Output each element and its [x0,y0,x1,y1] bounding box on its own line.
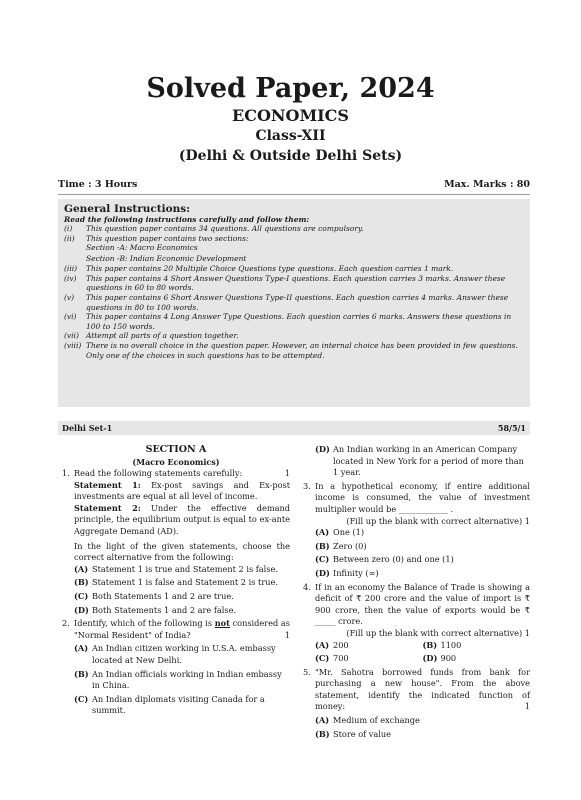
instruction-section-a: Section -A: Macro Economics [86,243,198,253]
option: (B) Zero (0) [315,540,367,551]
paper-title: Solved Paper, 2024 [146,73,435,104]
subject-title: ECONOMICS [232,106,349,125]
option: (D) Infinity (∞) [315,567,379,578]
question-2 [62,618,290,641]
option: (D) 900 [422,653,457,664]
question-5 [303,667,530,713]
option: (C) Between zero (0) and one (1) [315,554,454,565]
question-ask: In the light of the given statements, choose the correct alternative from the following: [74,540,290,563]
question-number: 5. [303,666,311,677]
option: (C) 700 [315,653,349,664]
question-4 [303,582,530,640]
instruction-item: (viii) There is no overall choice in the question paper. However, an internal choice has been provided in few questions. Only one of the choices in such questions has to be attempted. [64,340,518,360]
instruction-item: (vii) Attempt all parts of a question together. [64,331,239,341]
instruction-section-b: Section -B: Indian Economic Development [86,253,247,263]
question-1 [62,468,290,564]
question-number: 2. [62,618,70,629]
question-stem: If in an economy the Balance of Trade is showing a deficit of ₹ 200 crore and the value of import is ₹ 900 crore, then the value of exports would be ₹ _____ crore. [315,581,530,627]
statement-label: Statement 1: [74,479,141,490]
question-mark: 1 [524,701,530,712]
option: (D) Both Statements 1 and 2 are false. [74,604,237,615]
instruction-item: (iii) This paper contains 20 Multiple Choice Questions type questions. Each question carries 1 mark. [64,264,454,274]
question-stem: considered as "Normal Resident" of India? [74,618,290,640]
fill-instruction: (Fill up the blank with correct alternative) 1 [346,627,530,638]
instructions-heading: General Instructions: [64,203,191,215]
set-code: 58/5/1 [497,423,526,433]
statement-text: Ex-post savings and Ex-post investments are equal at all level of income. [74,479,290,502]
statement-text: Under the effective demand principle, the equilibrium output is equal to ex-ante Aggregate Demand (AD). [74,502,291,536]
question-emphasis: not [214,618,230,629]
marks-label: Max. Marks : 80 [444,179,530,190]
instruction-item: (iv) This paper contains 4 Short Answer Questions Type-I questions. Each question carries 3 marks. Answer these questions in 60 to 80 words. [64,273,506,293]
question-number: 1. [62,468,70,478]
set-name: Delhi Set-1 [62,423,113,433]
option-row [303,653,530,665]
option: (C) An Indian diplomats visiting Canada for a summit. [74,693,265,716]
option: (A) Statement 1 is true and Statement 2 is false. [74,563,278,574]
option: (B) 1100 [422,639,462,650]
exam-meta [58,179,530,190]
fill-instruction: (Fill up the blank with correct alternative) 1 [346,515,530,526]
instructions-intro: Read the following instructions carefully and follow them: [64,215,310,224]
instruction-item: (ii) This question paper contains two sections: [64,233,249,243]
right-column [303,444,530,740]
question-number: 4. [303,581,311,592]
divider [58,194,530,195]
option: (B) An Indian officials working in Indian embassy in China. [74,668,282,691]
instruction-item: (vi) This paper contains 4 Long Answer Type Questions. Each question carries 6 marks. Answers these questions in 100 to 150 words. [64,312,512,331]
option: (B) Store of value [315,728,391,739]
class-label: Class-XII [255,128,326,144]
general-instructions [58,199,530,407]
question-number: 3. [303,480,311,491]
question-stem: Read the following statements carefully: [74,468,243,478]
statement-label: Statement 2: [74,502,141,513]
section-title: SECTION A [145,444,207,455]
option: (A) One (1) [315,527,365,538]
option: (B) Statement 1 is false and Statement 2 is true. [74,577,278,588]
question-stem: Identify, which of the following is [74,618,213,629]
instruction-item: (i) This question paper contains 34 questions. All questions are compulsory. [64,224,364,233]
option: (C) Both Statements 1 and 2 are true. [74,590,234,601]
set-bar [58,421,530,435]
option: (A) Medium of exchange [315,715,420,726]
instruction-item: (v) This paper contains 6 Short Answer Questions Type-II questions. Each question carries 4 marks. Answer these questions in 80 to 100 words. [64,292,509,312]
option: (A) 200 [315,639,349,650]
question-mark: 1 [284,629,290,640]
time-label: Time : 3 Hours [58,179,138,190]
option: (A) An Indian citizen working in U.S.A. embassy located at New Delhi. [74,643,276,665]
sets-label: (Delhi & Outside Delhi Sets) [178,148,403,164]
left-column [62,444,290,717]
option-row [303,640,530,652]
question-stem: In a hypothetical economy, if entire additional income is consumed, the value of investment multiplier would be ____________ . [315,480,530,514]
question-3 [303,481,530,527]
option: (D) An Indian working in an American Company located in New York for a period of more than 1 year. [315,444,524,478]
question-stem: "Mr. Sahotra borrowed funds from bank for purchasing a new house". From the above statement, identify the indicated function of money: [315,666,530,712]
question-mark: 1 [284,468,290,478]
section-subtitle: (Macro Economics) [132,457,220,467]
